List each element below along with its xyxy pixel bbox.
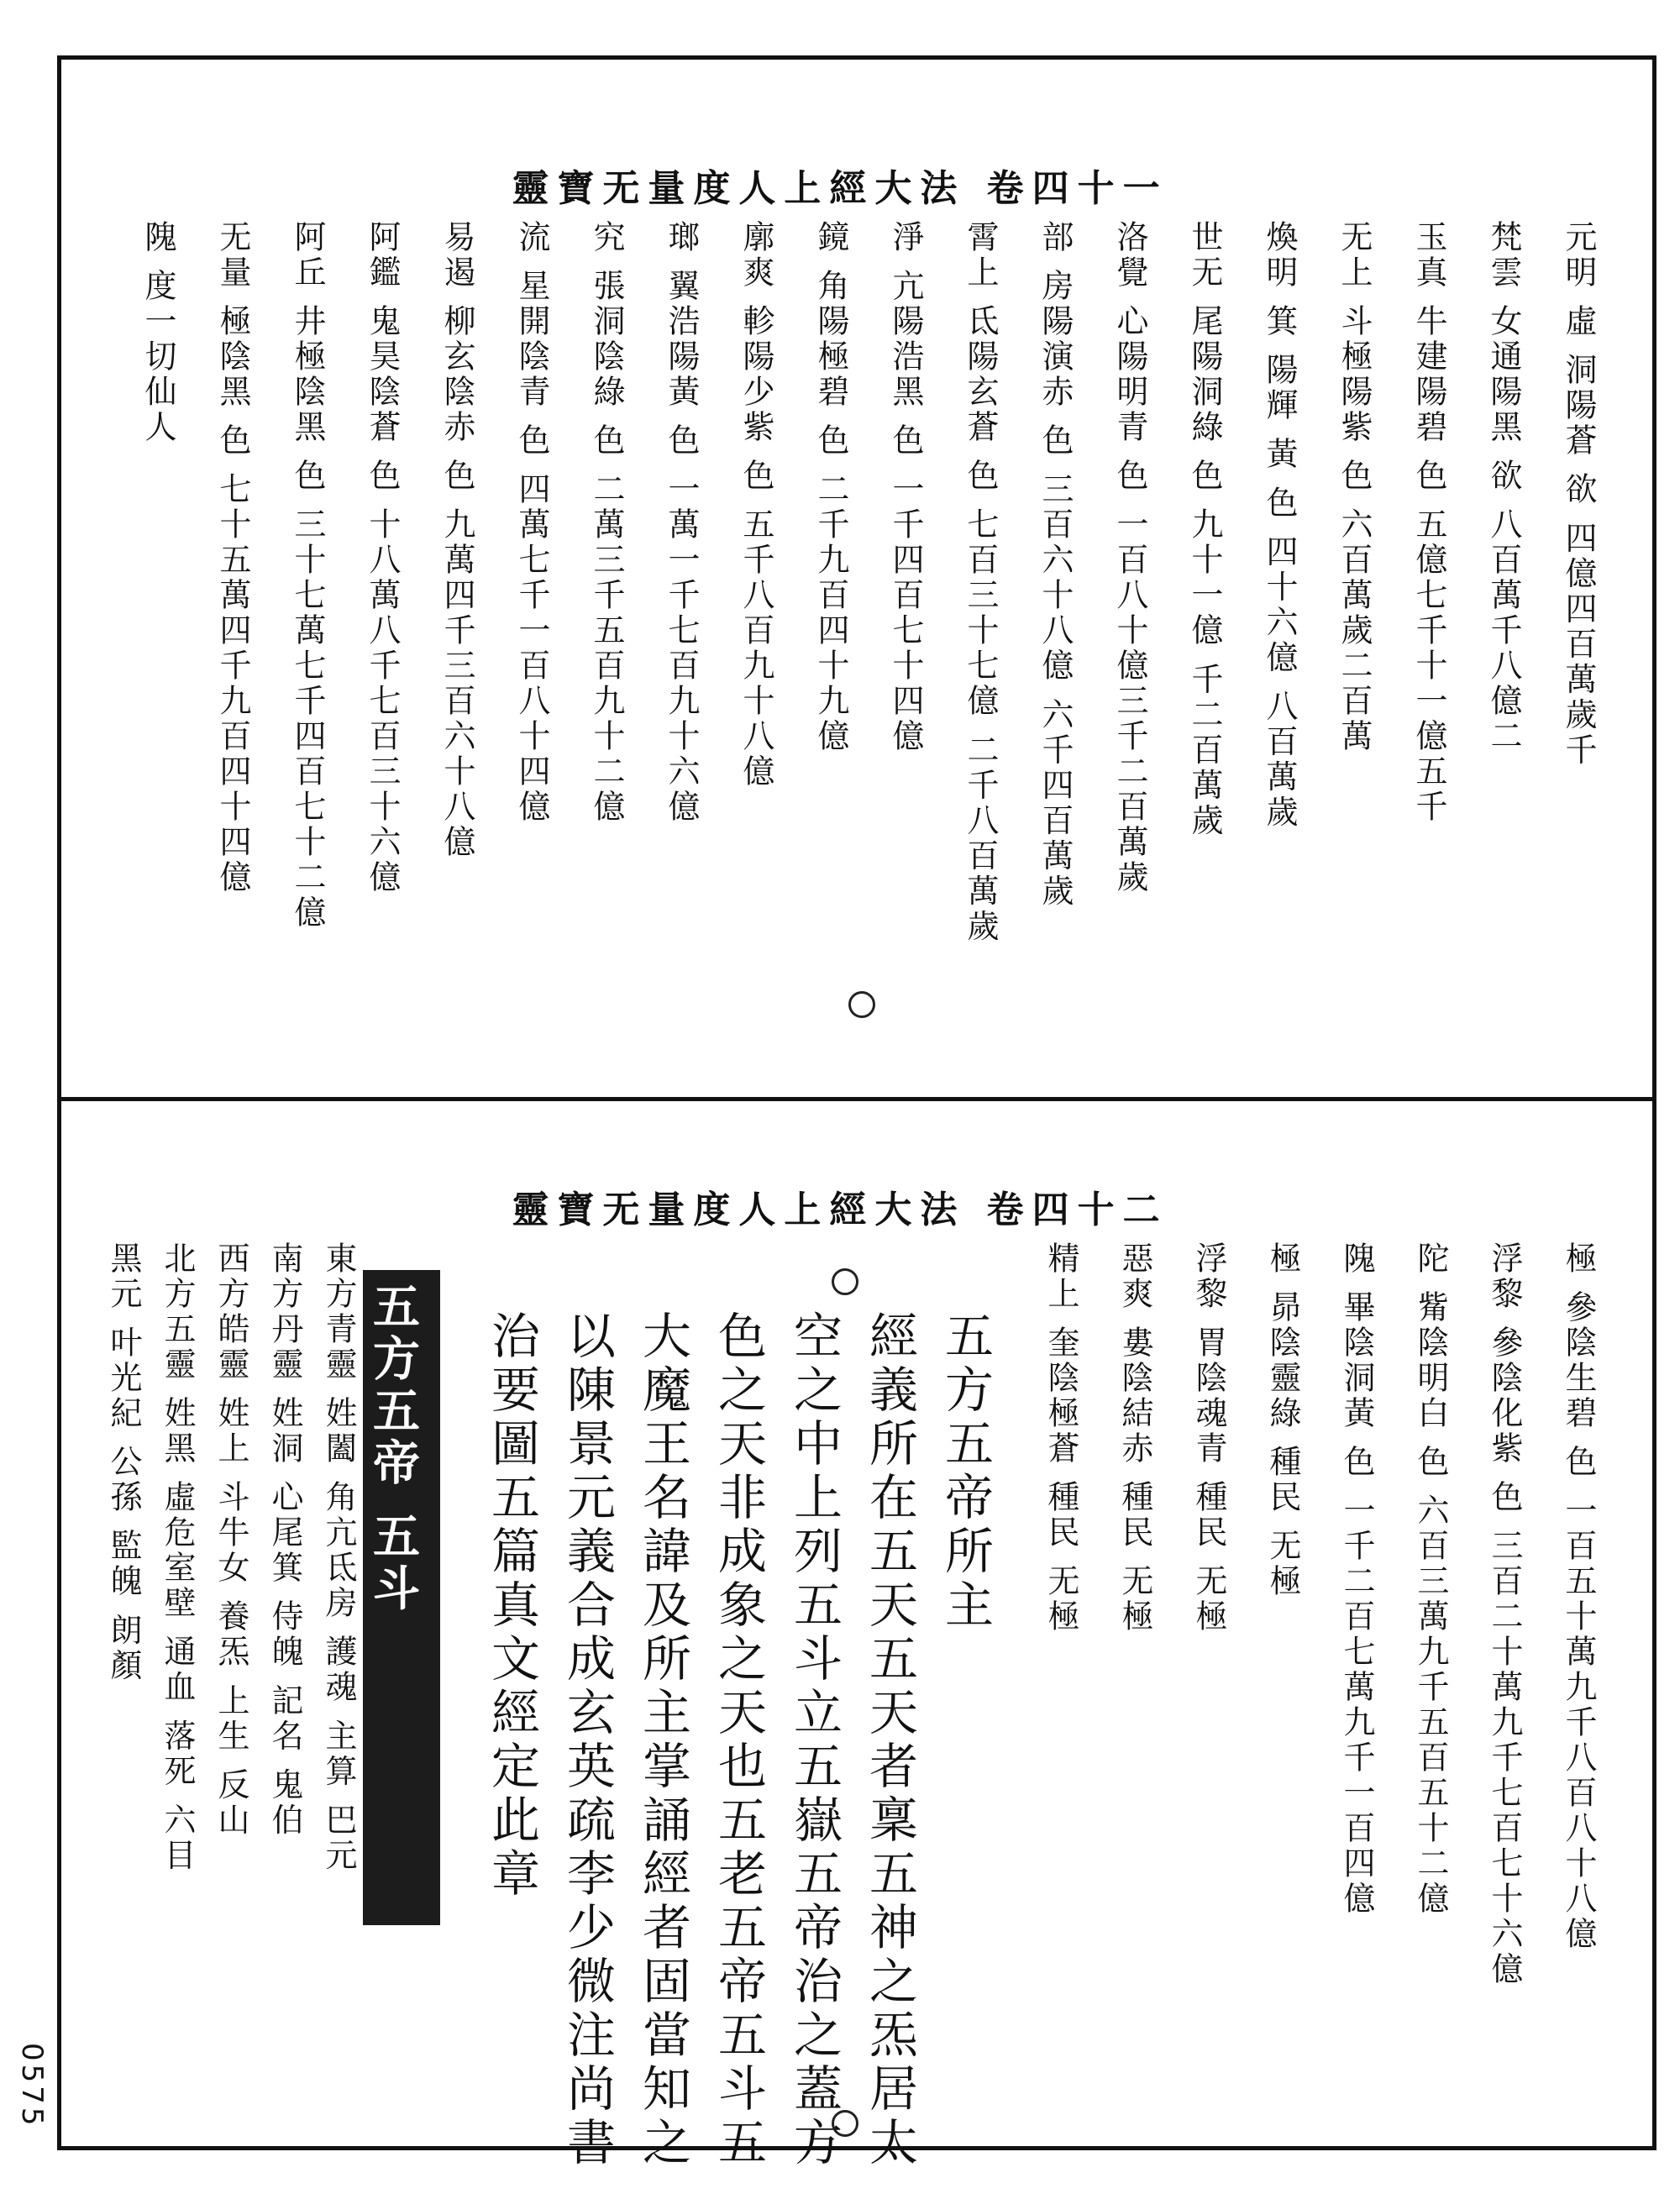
top-cols-column: 阿鑑 鬼昊陰蒼 色 十八萬八千七百三十六億 (364, 220, 401, 896)
bottom-cols-column: 五方五帝所主 (937, 1310, 994, 1633)
bottom-cols-column: 極 昴陰靈綠 種民 无極 (1264, 1241, 1301, 1600)
bottom-cols-column: 大魔王名諱及所主掌誦經者固當知之 (634, 1310, 691, 2170)
top-page-header: 靈寶无量度人上經大法 卷四十一 (512, 167, 1168, 210)
top-cols-column: 无上 斗極陽紫 色 六百萬歲二百萬 (1336, 220, 1373, 755)
top-cols-column: 瑯 翼浩陽黃 色 一萬一千七百九十六億 (663, 220, 700, 826)
top-cols-column: 隗 度一切仙人 (139, 220, 176, 446)
bottom-cols-column: 空之中上列五斗立五嶽五帝治之蓋方 (785, 1310, 843, 2170)
bottom-cols-column: 惡爽 婁陰結赤 種民 无極 (1116, 1241, 1153, 1635)
bottom-cols-column: 治要圖五篇真文經定此章 (483, 1310, 540, 1902)
top-cols-column: 部 房陽演赤 色 三百六十八億 六千四百萬歲 (1037, 220, 1074, 910)
circle-mark (848, 991, 875, 1018)
top-cols-column: 洛覺 心陽明青 色 一百八十億三千二百萬歲 (1111, 220, 1148, 896)
dir-cols-column: 東方青靈 姓闔 角亢氐房 護魂 主算 巴元 (320, 1241, 357, 1874)
bottom-cols-column: 極 參陰生碧 色 一百五十萬九千八百八十八億 (1560, 1241, 1597, 1953)
bottom-cols-column: 浮黎 參陰化紫 色 三百二十萬九千七百七十六億 (1486, 1241, 1523, 1988)
top-cols-column: 元明 虛 洞陽蒼 欲 四億四百萬歲千 (1560, 220, 1597, 769)
section-title-box: 五方五帝 五斗 (363, 1270, 440, 1925)
top-cols-column: 霄上 氐陽玄蒼 色 七百三十七億 二千八百萬歲 (962, 220, 999, 945)
bottom-cols-column: 以陳景元義合成玄英疏李少微注尚書 (559, 1310, 616, 2170)
dir-cols-column: 南方丹靈 姓洞 心尾箕 侍魄 記名 鬼伯 (266, 1241, 303, 1839)
top-cols-column: 梵雲 女通陽黑 欲 八百萬千八億二 (1485, 220, 1522, 755)
top-cols-column: 煥明 箕 陽輝 黃 色 四十六億 八百萬歲 (1261, 220, 1298, 831)
circle-mark (832, 2110, 858, 2137)
bottom-cols-column: 精上 奎陰極蒼 種民 无極 (1042, 1241, 1079, 1635)
bottom-cols-column: 陀 觜陰明白 色 六百三萬九千五百五十二億 (1412, 1241, 1449, 1918)
panel-divider (57, 1097, 1656, 1101)
dir-cols-column: 黑元 叶光紀 公孫 監魄 朗顏 (105, 1241, 142, 1684)
top-cols-column: 鏡 角陽極碧 色 二千九百四十九億 (812, 220, 849, 755)
top-cols-column: 世无 尾陽洞綠 色 九十一億 千二百萬歲 (1186, 220, 1223, 839)
dir-cols-column: 西方皓靈 姓上 斗牛女 養炁 上生 反山 (213, 1241, 249, 1839)
folio-number: 0575 (15, 2043, 49, 2129)
dir-cols-column: 北方五靈 姓黑 虛危室壁 通血 落死 六目 (159, 1241, 196, 1874)
bottom-page-header: 靈寶无量度人上經大法 卷四十二 (512, 1189, 1168, 1231)
top-cols-column: 流 星開陰青 色 四萬七千一百八十四億 (513, 220, 550, 826)
top-cols-column: 易遏 柳玄陰赤 色 九萬四千三百六十八億 (438, 220, 475, 861)
bottom-cols-column: 隗 畢陰洞黃 色 一千二百七萬九千一百四億 (1338, 1241, 1375, 1918)
top-cols-column: 究 張洞陰綠 色 二萬三千五百九十二億 (588, 220, 625, 826)
top-cols-column: 阿丘 井極陰黑 色 三十七萬七千四百七十二億 (289, 220, 326, 932)
top-cols-column: 无量 極陰黑 色 七十五萬四千九百四十四億 (214, 220, 251, 896)
top-cols-column: 淨 亢陽浩黑 色 一千四百七十四億 (887, 220, 924, 755)
circle-mark (832, 1268, 858, 1295)
top-cols-column: 廓爽 軫陽少紫 色 五千八百九十八億 (738, 220, 774, 790)
top-cols-column: 玉真 牛建陽碧 色 五億七千十一億五千 (1410, 220, 1447, 826)
bottom-cols-column: 經義所在五天五天者稟五神之炁居太 (861, 1310, 918, 2170)
bottom-cols-column: 浮黎 胃陰魂青 種民 无極 (1190, 1241, 1227, 1635)
bottom-cols-column: 色之天非成象之天也五老五帝五斗五 (710, 1310, 767, 2170)
